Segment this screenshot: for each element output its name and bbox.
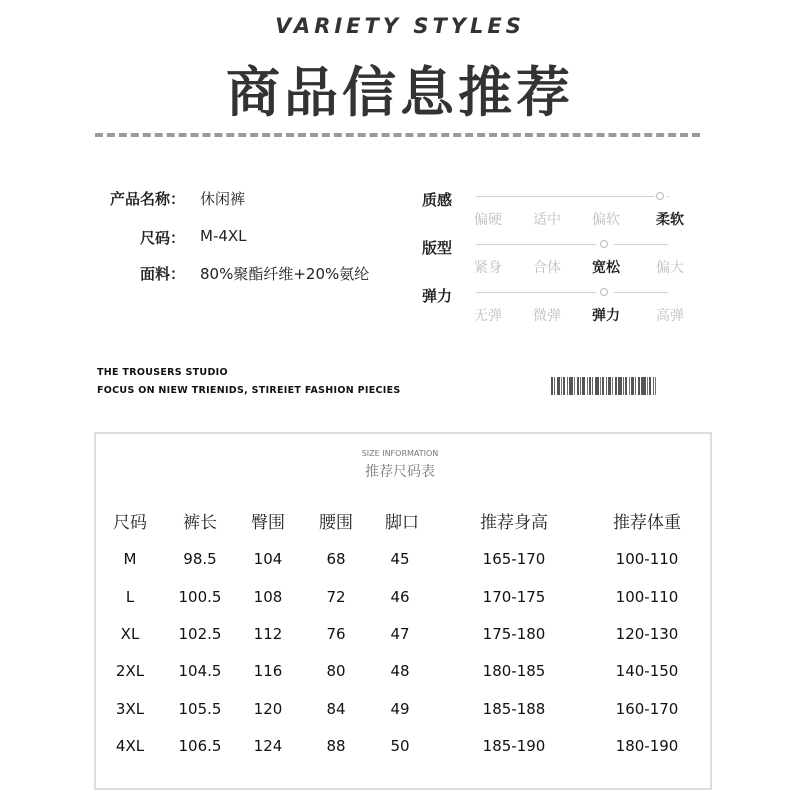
info-value: M-4XL	[200, 227, 247, 245]
cell: 160-170	[615, 700, 679, 718]
info-value: 80%聚酯纤维+20%氨纶	[200, 265, 370, 283]
cell: 105.5	[178, 700, 222, 718]
barcode-icon	[551, 377, 704, 395]
option-selected: 弹力	[592, 308, 620, 324]
cell: 185-190	[482, 737, 546, 755]
slider-knob	[600, 240, 608, 248]
cell: 165-170	[482, 550, 546, 568]
cell: 116	[253, 662, 283, 680]
cell: 106.5	[178, 737, 222, 755]
cell: 120-130	[615, 625, 679, 643]
cell: 68	[326, 550, 346, 568]
cell-size: XL	[120, 625, 140, 643]
cell-size: 4XL	[115, 737, 145, 755]
cell-size: M	[123, 550, 137, 568]
attribute-label: 质感	[422, 191, 453, 209]
header-eyebrow: VARIETY STYLES	[275, 14, 525, 38]
cell: 180-190	[615, 737, 679, 755]
column-header: 推荐体重	[613, 513, 681, 533]
cell-size: 2XL	[115, 662, 145, 680]
cell-size: 3XL	[115, 700, 145, 718]
cell: 49	[390, 700, 410, 718]
option: 偏软	[592, 212, 620, 228]
info-label: 尺码：	[139, 229, 185, 247]
cell-size: L	[125, 588, 135, 606]
cell: 84	[326, 700, 346, 718]
column-header: 臀围	[251, 513, 285, 533]
cell: 102.5	[178, 625, 222, 643]
option: 合体	[533, 260, 561, 276]
option: 高弹	[656, 308, 684, 324]
column-header: 尺码	[113, 513, 147, 533]
cell: 120	[253, 700, 283, 718]
cell: 88	[326, 737, 346, 755]
size-table-eyebrow: SIZE INFORMATION	[361, 449, 439, 458]
option: 无弹	[474, 308, 502, 324]
dashed-divider	[95, 133, 700, 137]
info-label: 产品名称：	[109, 190, 185, 208]
attribute-label: 弹力	[422, 287, 453, 305]
cell: 100-110	[615, 588, 679, 606]
option-selected: 宽松	[592, 260, 620, 276]
cell: 50	[390, 737, 410, 755]
page-title: 商品信息推荐	[226, 61, 574, 124]
size-table-title: 推荐尺码表	[365, 464, 435, 480]
slider-track	[476, 244, 596, 245]
cell: 104.5	[178, 662, 222, 680]
cell: 104	[253, 550, 283, 568]
attribute-label: 版型	[422, 239, 453, 257]
column-header: 脚口	[385, 513, 419, 533]
info-value: 休闲裤	[200, 190, 246, 208]
cell: 98.5	[183, 550, 217, 568]
cell: 46	[390, 588, 410, 606]
cell: 76	[326, 625, 346, 643]
slider-knob	[656, 192, 664, 200]
cell: 100.5	[178, 588, 222, 606]
cell: 72	[326, 588, 346, 606]
option: 微弹	[533, 308, 561, 324]
cell: 48	[390, 662, 410, 680]
column-header: 腰围	[319, 513, 353, 533]
info-label: 面料：	[139, 265, 185, 283]
option: 紧身	[474, 260, 502, 276]
slider-track	[476, 292, 596, 293]
cell: 80	[326, 662, 346, 680]
cell: 180-185	[482, 662, 546, 680]
cell: 175-180	[482, 625, 546, 643]
option: 偏硬	[474, 212, 502, 228]
cell: 45	[390, 550, 410, 568]
option: 适中	[533, 212, 561, 228]
cell: 100-110	[615, 550, 679, 568]
studio-name: THE TROUSERS STUDIO	[97, 367, 228, 378]
cell: 140-150	[615, 662, 679, 680]
slider-track	[666, 196, 669, 197]
cell: 47	[390, 625, 410, 643]
slider-knob	[600, 288, 608, 296]
slider-track	[614, 292, 668, 293]
cell: 124	[253, 737, 283, 755]
column-header: 裤长	[183, 513, 217, 533]
option: 偏大	[656, 260, 684, 276]
cell: 112	[253, 625, 283, 643]
option-selected: 柔软	[656, 212, 684, 228]
slider-track	[476, 196, 654, 197]
studio-slogan: FOCUS ON NIEW TRIENIDS, STIREIET FASHION PIECIES	[97, 385, 401, 396]
cell: 185-188	[482, 700, 546, 718]
cell: 108	[253, 588, 283, 606]
column-header: 推荐身高	[480, 513, 548, 533]
slider-track	[614, 244, 668, 245]
cell: 170-175	[482, 588, 546, 606]
